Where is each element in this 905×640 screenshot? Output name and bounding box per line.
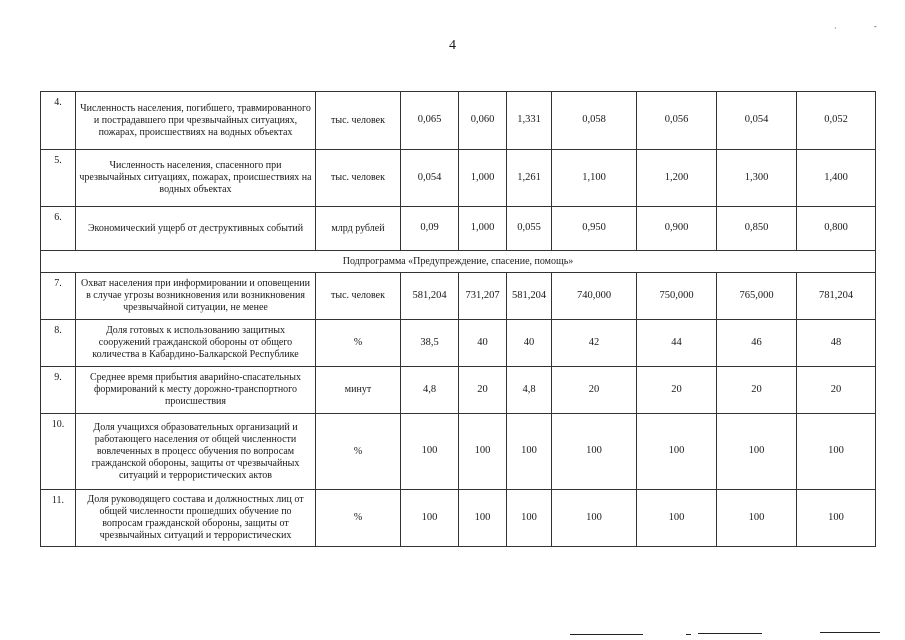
value-cell: 48: [797, 320, 876, 367]
value-cell: 0,850: [717, 207, 797, 251]
indicator-name: Доля учащихся образовательных организаций и работающего населения от общей численности вовлеченных в процесс обучения по вопросам гражданской обороны, защиты от чрезвычайных ситуаций и террористических актов: [76, 414, 316, 490]
value-cell: 0,055: [507, 207, 552, 251]
value-cell: 38,5: [401, 320, 459, 367]
signature-line: [698, 633, 762, 634]
scan-speck: ·: [834, 24, 837, 33]
value-cell: 100: [717, 414, 797, 490]
value-cell: 4,8: [507, 367, 552, 414]
value-cell: 1,200: [637, 150, 717, 207]
signature-line: [686, 634, 691, 635]
value-cell: 100: [507, 490, 552, 547]
unit-cell: минут: [316, 367, 401, 414]
value-cell: 100: [552, 414, 637, 490]
value-cell: 20: [717, 367, 797, 414]
value-cell: 581,204: [401, 273, 459, 320]
row-number: 10.: [41, 414, 76, 490]
value-cell: 581,204: [507, 273, 552, 320]
signature-line: [570, 634, 643, 635]
value-cell: 750,000: [637, 273, 717, 320]
value-cell: 1,261: [507, 150, 552, 207]
value-cell: 0,950: [552, 207, 637, 251]
value-cell: 0,052: [797, 92, 876, 150]
value-cell: 40: [507, 320, 552, 367]
unit-cell: тыс. человек: [316, 92, 401, 150]
row-number: 8.: [41, 320, 76, 367]
value-cell: 100: [797, 490, 876, 547]
value-cell: 40: [459, 320, 507, 367]
value-cell: 1,400: [797, 150, 876, 207]
section-row: [41, 251, 876, 273]
indicator-name: Среднее время прибытия аварийно-спасательных формирований к месту дорожно-транспортного происшествия: [76, 367, 316, 414]
value-cell: 1,300: [717, 150, 797, 207]
unit-cell: %: [316, 320, 401, 367]
value-cell: 740,000: [552, 273, 637, 320]
value-cell: 0,065: [401, 92, 459, 150]
value-cell: 20: [459, 367, 507, 414]
value-cell: 731,207: [459, 273, 507, 320]
table-body: [41, 92, 876, 547]
value-cell: 100: [459, 414, 507, 490]
indicator-name: Экономический ущерб от деструктивных событий: [76, 207, 316, 251]
indicators-table-wrap: [40, 91, 876, 547]
value-cell: 0,054: [401, 150, 459, 207]
value-cell: 100: [637, 414, 717, 490]
table-row: [41, 273, 876, 320]
value-cell: 1,100: [552, 150, 637, 207]
unit-cell: %: [316, 414, 401, 490]
value-cell: 0,054: [717, 92, 797, 150]
row-number: 11.: [41, 490, 76, 547]
table-row: [41, 207, 876, 251]
value-cell: 0,056: [637, 92, 717, 150]
row-number: 4.: [41, 92, 76, 150]
unit-cell: %: [316, 490, 401, 547]
unit-cell: тыс. человек: [316, 273, 401, 320]
value-cell: 1,000: [459, 150, 507, 207]
value-cell: 100: [637, 490, 717, 547]
value-cell: 0,900: [637, 207, 717, 251]
value-cell: 100: [401, 414, 459, 490]
value-cell: 100: [507, 414, 552, 490]
table-row: [41, 367, 876, 414]
value-cell: 0,060: [459, 92, 507, 150]
value-cell: 0,058: [552, 92, 637, 150]
scan-speck: -: [874, 22, 877, 31]
indicator-name: Доля руководящего состава и должностных лиц от общей численности прошедших обучение по вопросам гражданской обороны, защиты от чрезвычайных ситуаций и террористических: [76, 490, 316, 547]
value-cell: 46: [717, 320, 797, 367]
table-row: [41, 92, 876, 150]
value-cell: 44: [637, 320, 717, 367]
table-row: [41, 150, 876, 207]
value-cell: 781,204: [797, 273, 876, 320]
unit-cell: тыс. человек: [316, 150, 401, 207]
value-cell: 100: [797, 414, 876, 490]
section-title: Подпрограмма «Предупреждение, спасение, помощь»: [41, 251, 876, 273]
value-cell: 765,000: [717, 273, 797, 320]
unit-cell: млрд рублей: [316, 207, 401, 251]
value-cell: 0,800: [797, 207, 876, 251]
value-cell: 42: [552, 320, 637, 367]
value-cell: 100: [717, 490, 797, 547]
table-row: [41, 320, 876, 367]
value-cell: 100: [552, 490, 637, 547]
value-cell: 4,8: [401, 367, 459, 414]
indicator-name: Охват населения при информировании и оповещении в случае угрозы возникновения или возникновения чрезвычайной ситуации, не менее: [76, 273, 316, 320]
indicators-table: [40, 91, 876, 547]
value-cell: 100: [401, 490, 459, 547]
row-number: 9.: [41, 367, 76, 414]
value-cell: 100: [459, 490, 507, 547]
table-row: [41, 414, 876, 490]
table-row: [41, 490, 876, 547]
page-number: 4: [449, 38, 456, 53]
value-cell: 20: [552, 367, 637, 414]
value-cell: 20: [637, 367, 717, 414]
value-cell: 0,09: [401, 207, 459, 251]
indicator-name: Численность населения, спасенного при чрезвычайных ситуациях, пожарах, происшествиях на водных объектах: [76, 150, 316, 207]
indicator-name: Численность населения, погибшего, травмированного и пострадавшего при чрезвычайных ситуациях, пожарах, происшествиях на водных объектах: [76, 92, 316, 150]
value-cell: 1,331: [507, 92, 552, 150]
row-number: 7.: [41, 273, 76, 320]
row-number: 6.: [41, 207, 76, 251]
row-number: 5.: [41, 150, 76, 207]
signature-line: [820, 632, 880, 633]
value-cell: 1,000: [459, 207, 507, 251]
indicator-name: Доля готовых к использованию защитных сооружений гражданской обороны от общего количества в Кабардино-Балкарской Республике: [76, 320, 316, 367]
value-cell: 20: [797, 367, 876, 414]
